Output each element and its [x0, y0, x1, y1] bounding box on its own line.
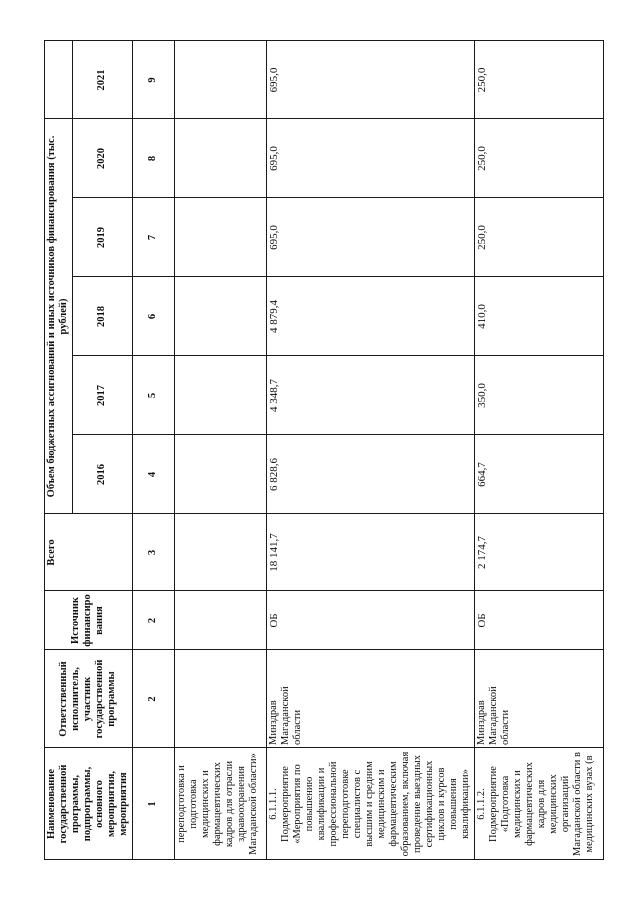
header-budget-group: Объем бюджетных ассигнований и иных источников финансирования (тыс. рублей) — [46, 135, 69, 498]
row-value-2020: 250,0 — [476, 146, 488, 171]
header-year-2017: 2017 — [96, 385, 107, 406]
row-value-2021: 695,0 — [268, 67, 280, 93]
row-value-2016: 6 828,6 — [268, 458, 280, 491]
column-number: 8 — [147, 155, 158, 162]
grid-line — [603, 40, 604, 860]
row-name: переподготовка и подготовка медицинских и фармацевтических кадров для отрасли здравоохранения Магаданской области» — [176, 753, 259, 855]
row-value-2018: 410,0 — [476, 304, 488, 329]
rotated-page — [44, 40, 604, 860]
column-number: 4 — [147, 471, 158, 478]
column-number: 2 — [147, 617, 158, 624]
column-number: 5 — [147, 392, 158, 399]
row-value-2019: 250,0 — [476, 225, 488, 250]
row-source: ОБ — [268, 613, 280, 628]
header-total: Всего — [46, 539, 57, 566]
row-value-2018: 4 879,4 — [268, 300, 280, 333]
grid-line — [174, 40, 175, 860]
column-number: 1 — [147, 801, 158, 807]
row-name: 6.1.1.2. Подмероприятие «Подготовка медицинских и фармацевтических кадров для медицинских организаций Магаданской области в медицинских вузах (в — [476, 752, 595, 856]
row-value-2021: 250,0 — [476, 67, 488, 93]
header-year-2018: 2018 — [96, 306, 107, 327]
column-number: 9 — [147, 77, 158, 83]
header-year-2020: 2020 — [96, 148, 107, 169]
row-executor: Минздрав Магаданской области — [268, 686, 303, 745]
row-value-2017: 4 348,7 — [268, 379, 280, 412]
header-executor: Ответственный исполнитель, участник государственной программы — [58, 659, 117, 739]
column-number: 2 — [147, 696, 158, 702]
row-value-2020: 695,0 — [268, 146, 280, 171]
column-number: 6 — [147, 313, 158, 320]
row-name: 6.1.1.1. Подмероприятие «Мероприятия по повышению квалификации и профессиональной переподготовке специалистов с высшим и средним медицинским и фармацевтическим образованием, включая проведение выездных сертификационных циклов и курсов повышения квалификации» — [268, 751, 471, 857]
header-year-2019: 2019 — [96, 227, 107, 248]
header-year-2016: 2016 — [96, 464, 107, 485]
row-value-2016: 664,7 — [476, 462, 488, 487]
column-number: 3 — [147, 549, 158, 556]
row-value-2019: 695,0 — [268, 225, 280, 250]
row-total: 2 174,7 — [476, 536, 488, 569]
header-name: Наименование государственной программы, подпрограммы, основного мероприятия, мероприятия — [46, 764, 129, 844]
row-total: 18 141,7 — [268, 533, 280, 572]
column-number: 7 — [147, 234, 158, 241]
row-value-2017: 350,0 — [476, 383, 488, 408]
row-source: ОБ — [476, 613, 488, 628]
header-year-2021: 2021 — [96, 69, 107, 91]
financing-table — [44, 40, 604, 860]
row-executor: Минздрав Магаданской области — [476, 686, 511, 745]
header-source: Источник финансирования — [70, 594, 105, 647]
